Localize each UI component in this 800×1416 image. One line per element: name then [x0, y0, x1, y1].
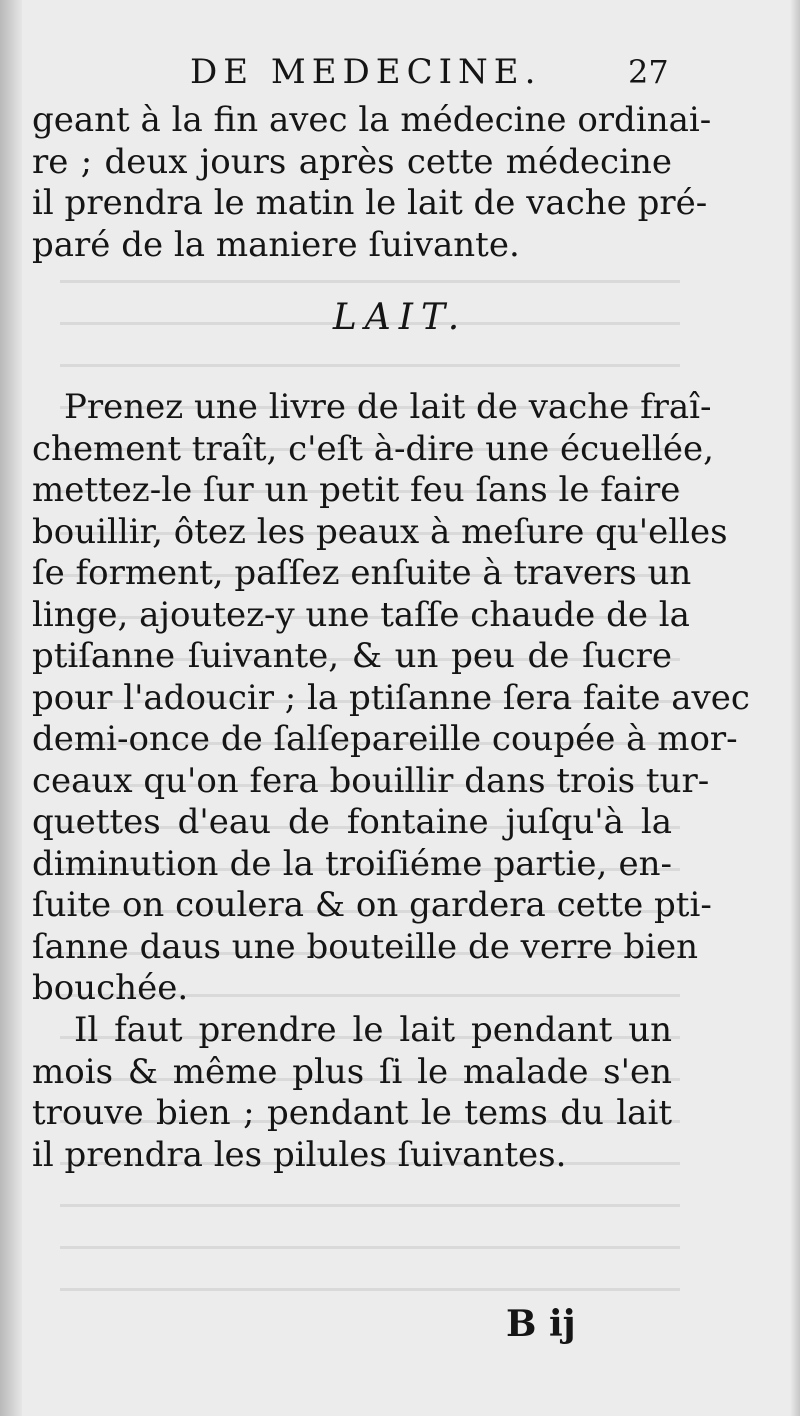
text-line: diminution de la troiſiéme partie, en-: [32, 843, 672, 884]
text-line: chement traît, c'eſt à-dire une écuellée,: [32, 428, 714, 469]
text-line: pour l'adoucir ; la ptiſanne ſera faite avec: [32, 677, 750, 718]
section-heading: LAIT.: [332, 297, 468, 338]
text-line: quettes d'eau de fontaine juſqu'à la: [32, 802, 672, 842]
text-line: mois & même plus ſi le malade s'en: [32, 1051, 672, 1092]
text-line: bouchée.: [32, 968, 189, 1008]
text-line: ceaux qu'on fera bouillir dans trois tur-: [32, 760, 710, 801]
running-title: DE MEDECINE.: [190, 52, 542, 92]
text-line: Prenez une livre de lait de vache fraî-: [64, 387, 712, 427]
text-line: re ; deux jours après cette médecine: [32, 141, 672, 182]
page-number: 27: [628, 53, 669, 91]
text-line: ſanne daus une bouteille de verre bien: [32, 926, 699, 967]
text-line: ſuite on coulera & on gardera cette pti-: [32, 885, 712, 925]
text-line: geant à la fin avec la médecine ordinai-: [32, 100, 712, 140]
text-line: bouillir, ôtez les peaux à meſure qu'elles: [32, 511, 728, 552]
page-shadow-right: [790, 0, 800, 1416]
text-line: trouve bien ; pendant le tems du lait: [32, 1093, 672, 1133]
signature-mark: B ij: [506, 1303, 576, 1345]
text-line: paré de la maniere ſuivante.: [32, 224, 520, 265]
text-line: mettez-le ſur un petit feu ſans le faire: [32, 470, 681, 510]
running-header: [190, 52, 680, 92]
text-line: demi-once de ſalſepareille coupée à mor-: [32, 719, 738, 759]
text-line: linge, ajoutez-y une taſſe chaude de la: [32, 594, 690, 635]
text-line: ptiſanne ſuivante, & un peu de ſucre: [32, 636, 672, 676]
text-line: il prendra le matin le lait de vache pré-: [32, 183, 708, 223]
paragraph-2: [32, 387, 750, 1010]
paragraph-1: [32, 100, 712, 266]
text-line: Il faut prendre le lait pendant un: [74, 1010, 672, 1050]
page-shadow-left: [0, 0, 22, 1416]
text-line: ſe forment, paſſez enſuite à travers un: [32, 553, 692, 593]
text-line: il prendra les pilules ſuivantes.: [32, 1134, 567, 1175]
paragraph-3: [32, 1010, 672, 1176]
